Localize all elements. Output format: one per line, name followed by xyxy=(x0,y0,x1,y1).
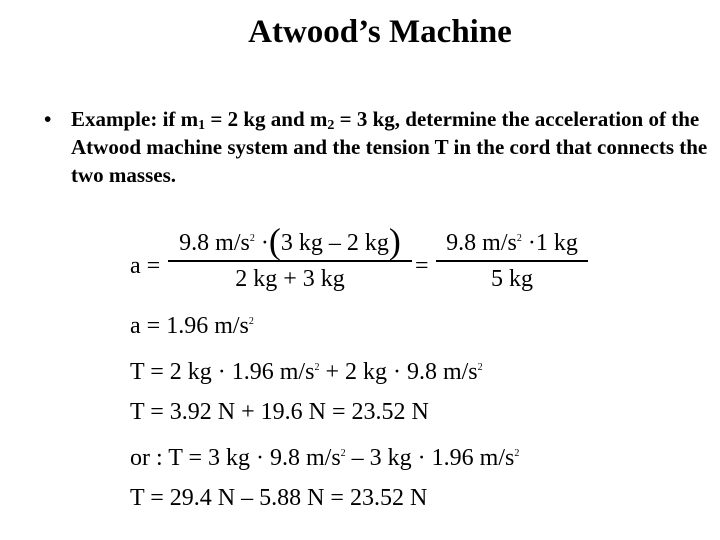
eq1-frac1-dot: · xyxy=(254,230,269,256)
example-lead: Example: if m xyxy=(71,107,199,131)
eq3-sup-1: 2 xyxy=(314,362,320,373)
eq6-alternate-result: T = 29.4 N – 5.88 N = 23.52 N xyxy=(130,485,428,511)
eq1-frac1-num-b: 3 kg – 2 kg xyxy=(280,230,389,256)
eq5-sup-2: 2 xyxy=(514,448,520,459)
eq1-frac2-num-a: 9.8 m/s xyxy=(446,230,517,256)
example-mid: = 2 kg and m xyxy=(205,107,328,131)
example-text xyxy=(71,105,711,189)
eq3-sup-2: 2 xyxy=(477,362,483,373)
eq1-equals: = xyxy=(415,253,429,279)
slide-title: Atwood’s Machine xyxy=(248,14,512,50)
eq3-part1: T = 2 kg · 1.96 m/s xyxy=(130,359,315,385)
eq1-frac1-num-a: 9.8 m/s xyxy=(179,230,250,256)
eq1-frac2-sup: 2 xyxy=(516,233,522,244)
eq1-lhs: a = xyxy=(130,253,161,279)
eq2-sup: 2 xyxy=(248,316,254,327)
eq1-frac1-sup: 2 xyxy=(249,233,255,244)
eq1-frac1-numerator xyxy=(168,221,412,261)
bullet-marker: • xyxy=(44,107,52,131)
eq1-frac2-denominator: 5 kg xyxy=(436,260,588,293)
eq4-tension-result: T = 3.92 N + 19.6 N = 23.52 N xyxy=(130,399,429,425)
eq5-alternate-expression xyxy=(130,445,519,472)
example-rest: = 3 kg, determine the acceleration of the Atwood machine system and the tension T in the cord that connects the two masses. xyxy=(71,107,708,187)
m1-subscript: 1 xyxy=(198,118,206,133)
eq5-sup-1: 2 xyxy=(340,448,346,459)
eq1-fraction-1 xyxy=(168,221,412,293)
eq1-frac2-numerator xyxy=(436,230,588,260)
m2-subscript: 2 xyxy=(327,118,335,133)
eq3-tension-expression xyxy=(130,359,483,386)
eq1-frac1-denominator: 2 kg + 3 kg xyxy=(168,260,412,293)
eq1-frac1-paren-right: ) xyxy=(388,221,401,261)
eq1-frac2-num-b: ·1 kg xyxy=(521,230,578,256)
eq5-part2: – 3 kg · 1.96 m/s xyxy=(345,445,515,471)
eq2-text: a = 1.96 m/s xyxy=(130,313,249,339)
eq1-fraction-2 xyxy=(436,230,588,293)
eq3-part2: + 2 kg · 9.8 m/s xyxy=(319,359,478,385)
eq2-acceleration-result xyxy=(130,313,254,340)
eq1-frac1-paren-left: ( xyxy=(268,221,281,261)
eq5-part1: or : T = 3 kg · 9.8 m/s xyxy=(130,445,341,471)
